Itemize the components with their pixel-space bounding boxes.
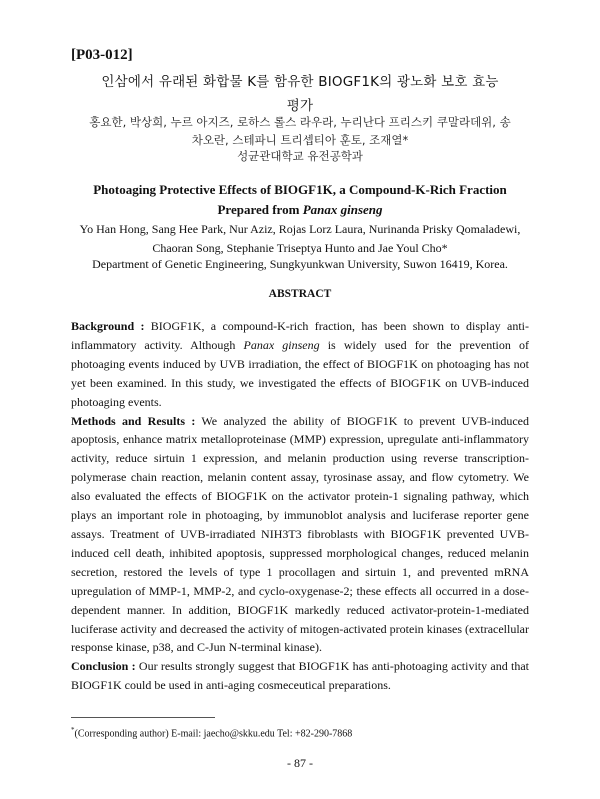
english-title-line2 [70,200,530,220]
korean-title-line1: 인삼에서 유래된 화합물 K를 함유한 BIOGF1K의 광노화 보호 효능 [101,74,499,90]
korean-title-line2: 평가 [286,98,314,114]
page-number: - 87 - [287,756,313,770]
background-label: Background : [71,319,145,333]
footnote [71,726,352,739]
conclusion-paragraph [71,657,529,695]
korean-title [70,70,530,118]
english-affiliation: Department of Genetic Engineering, Sungkyunkwan University, Suwon 16419, Korea. [92,257,508,271]
korean-authors-line1: 홍요한, 박상희, 누르 아지즈, 로하스 롤스 라우라, 누리난다 프리스키 쿠말라데위, 송 [89,115,511,129]
english-authors-line2: Chaoran Song, Stephanie Triseptya Hunto and Jae Youl Cho* [152,241,448,255]
english-title-prefix: Prepared from [217,202,303,217]
english-title [70,180,530,220]
conclusion-label: Conclusion : [71,659,136,674]
english-title-line1: Photoaging Protective Effects of BIOGF1K, a Compound-K-Rich Fraction [93,182,507,197]
footnote-text: (Corresponding author) E-mail: jaecho@skku.edu Tel: +82-290-7868 [74,728,353,740]
korean-authors-line2: 차오란, 스테파니 트리셉티아 훈토, 조재열* [191,133,409,147]
korean-affiliation: 성균관대학교 유전공학과 [237,149,363,163]
english-authors [70,220,530,258]
english-authors-line1: Yo Han Hong, Sang Hee Park, Nur Aziz, Rojas Lorz Laura, Nurinanda Prisky Qomaladewi, [79,222,521,236]
methods-label: Methods and Results : [71,413,196,428]
abstract-body [71,317,529,695]
background-text-a: BIOGF1K, a compound-K-rich fraction, has been shown to display anti-inflammatory activity. Although [71,319,529,352]
footnote-divider [71,717,215,718]
methods-text: We analyzed the ability of BIOGF1K to prevent UVB-induced apoptosis, enhance matrix metalloproteinase (MMP) expression, upregulate anti-inflammatory activity, reduce sirtuin 1 expression, and melanin production using reverse transcription-polymerase chain reaction, melanin content assay, tyrosinase assay, and flow cytometry. We also evaluated the effects of BIOGF1K on the activator protein-1 signaling pathway, which plays an important role in photoaging, by immunoblot analysis and luciferase reporter gene assays. Treatment of UVB-irradiated NIH3T3 fibroblasts with BIOGF1K prevented UVB-induced cell death, inhibited apoptosis, suppressed morphological changes, reduced melanin secretion, restored the levels of type 1 procollagen and sirtuin 1, and prevented mRNA upregulation of MMP-1, MMP-2, and cyclo-oxygenase-2; these effects all occurred in a dose-dependent manner. In addition, BIOGF1K markedly reduced activator-protein-1-mediated luciferase activity and decreased the activity of mitogen-activated protein kinases (extracellular response kinase, p38, and C-Jun N-terminal kinase). [71,413,529,655]
background-species: Panax ginseng [243,337,320,352]
english-title-species: Panax ginseng [302,202,383,217]
methods-paragraph [71,412,529,658]
abstract-heading: ABSTRACT [268,288,332,300]
footnote-mark: * [71,726,75,734]
background-text-b: is widely used for the prevention of photoaging events induced by UVB irradiation, the effect of BIOGF1K on photoaging has not yet been examined. In this study, we investigated the effects of BIOGF1K on UVB-induced photoaging events. [71,337,529,409]
korean-authors [70,113,530,149]
conclusion-text: Our results strongly suggest that BIOGF1K has anti-photoaging activity and that BIOGF1K could be used in anti-aging cosmeceutical preparations. [71,659,530,693]
abstract-code: [P03-012] [71,47,133,63]
background-paragraph [71,317,529,412]
